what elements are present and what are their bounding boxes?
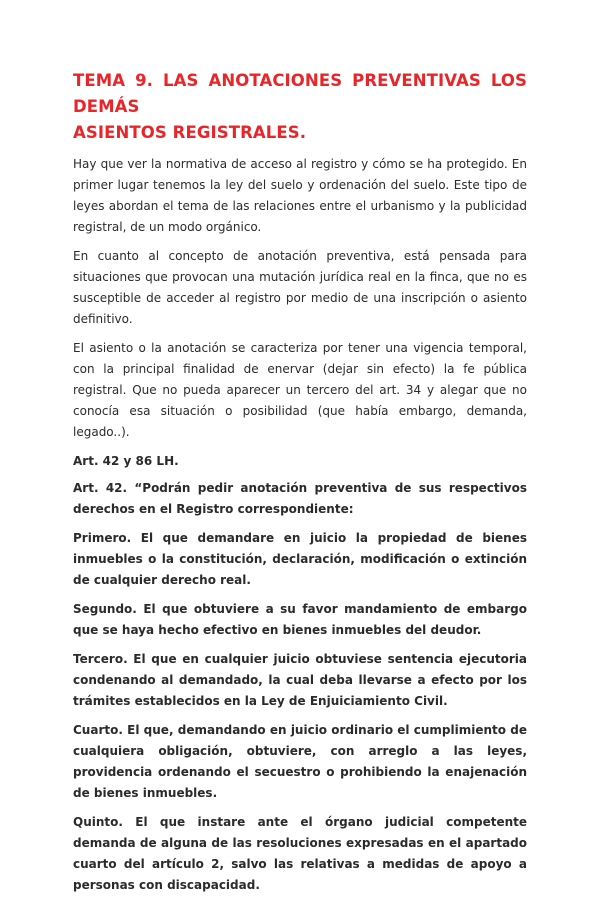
paragraph-article-42: Art. 42. “Podrán pedir anotación preventiva de sus respectivos derechos en el Registro correspondiente:	[73, 481, 527, 516]
paragraph-article-ref: Art. 42 y 86 LH.	[73, 454, 179, 468]
paragraph-tercero: Tercero. El que en cualquier juicio obtuviese sentencia ejecutoria condenando al demandado, la cual deba llevarse a efecto por los trámites establecidos en la Ley de Enjuiciamiento Civil.	[73, 652, 527, 708]
paragraph-segundo: Segundo. El que obtuviere a su favor mandamiento de embargo que se haya hecho efectivo en bienes inmuebles del deudor.	[73, 602, 527, 637]
paragraph-quinto: Quinto. El que instare ante el órgano judicial competente demanda de alguna de las resoluciones expresadas en el apartado cuarto del artículo 2, salvo las relativas a medidas de apoyo a personas con discapacidad.	[73, 815, 527, 892]
paragraph-primero: Primero. El que demandare en juicio la propiedad de bienes inmuebles o la constitución, declaración, modificación o extinción de cualquier derecho real.	[73, 531, 527, 587]
paragraph-cuarto: Cuarto. El que, demandando en juicio ordinario el cumplimiento de cualquiera obligación, obtuviere, con arreglo a las leyes, providencia ordenando el secuestro o prohibiendo la enajenación de bienes inmuebles.	[73, 723, 527, 800]
document-page	[73, 68, 527, 904]
title-line-1: TEMA 9. LAS ANOTACIONES PREVENTIVAS LOS DEMÁS	[73, 71, 527, 116]
paragraph-vigencia: El asiento o la anotación se caracteriza por tener una vigencia temporal, con la principal finalidad de enervar (dejar sin efecto) la fe pública registral. Que no pueda aparecer un tercero del art. 34 y alegar que no conocía esa situación o posibilidad (que había embargo, demanda, legado..).	[73, 341, 527, 439]
paragraph-intro: Hay que ver la normativa de acceso al registro y cómo se ha protegido. En primer lugar tenemos la ley del suelo y ordenación del suelo. Este tipo de leyes abordan el tema de las relaciones entre el urbanismo y la publicidad registral, de un modo orgánico.	[73, 157, 527, 234]
document-title	[73, 68, 527, 146]
paragraph-concept: En cuanto al concepto de anotación preventiva, está pensada para situaciones que provocan una mutación jurídica real en la finca, que no es susceptible de acceder al registro por medio de una inscripción o asiento definitivo.	[73, 249, 527, 326]
title-line-2: ASIENTOS REGISTRALES.	[73, 123, 307, 142]
